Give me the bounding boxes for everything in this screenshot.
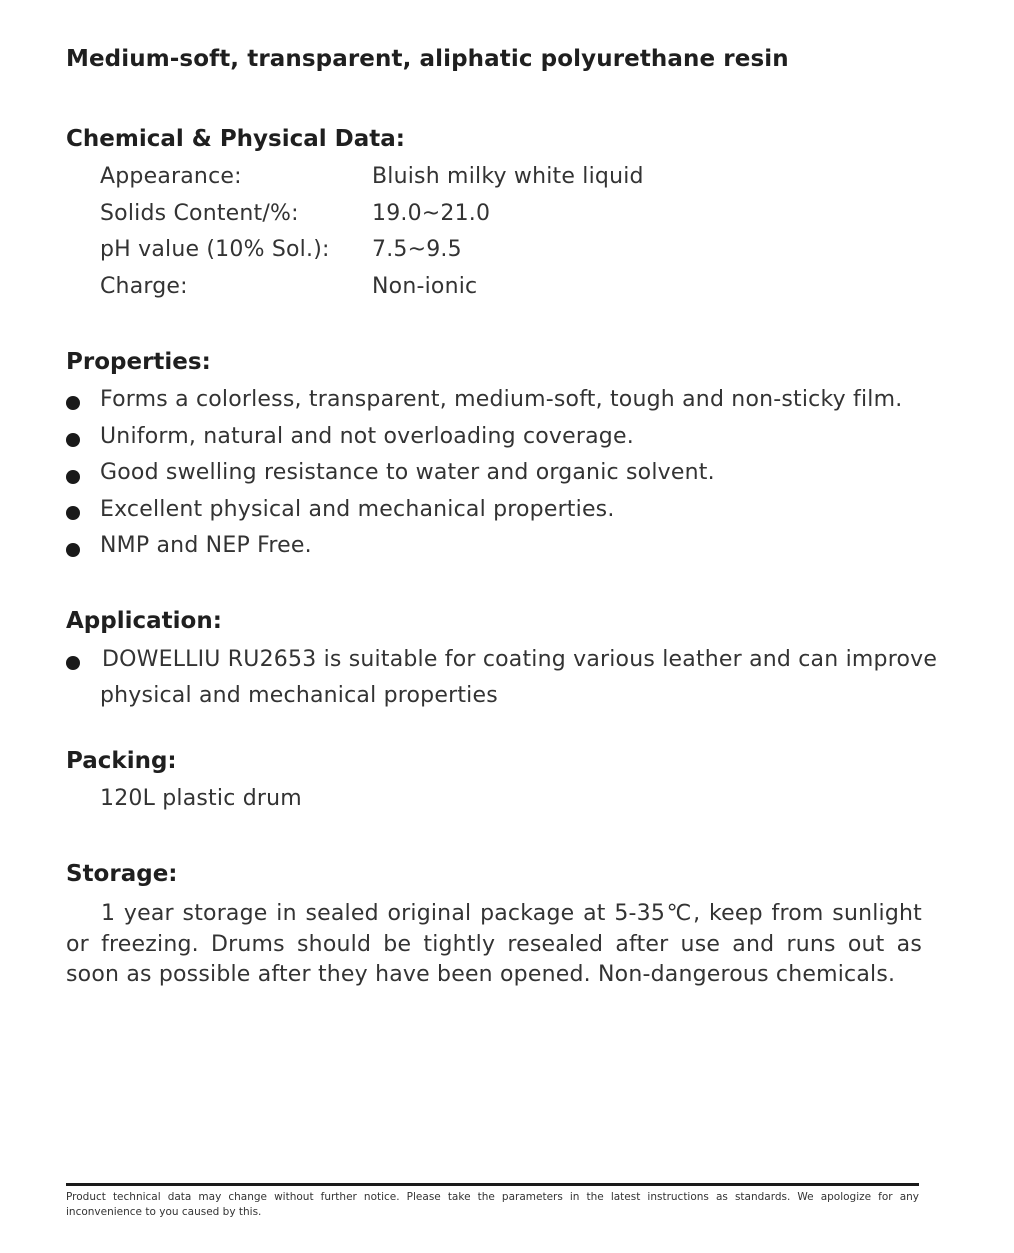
solids-content-value: 19.0~21.0 xyxy=(372,201,491,226)
application-text-line1: DOWELLIU RU2653 is suitable for coating various leather and can improve xyxy=(102,647,938,672)
storage-text: 1 year storage in sealed original package at 5-35℃, keep from sunlight or freezing. Drums should be tightly resealed after use and runs out as soon as possible after they have been opened. Non-dangerous chemicals. xyxy=(66,901,922,987)
property-item: Forms a colorless, transparent, medium-soft, tough and non-sticky film. xyxy=(100,387,903,412)
document-title: Medium-soft, transparent, aliphatic polyurethane resin xyxy=(66,46,789,72)
bullet-icon xyxy=(66,656,80,670)
properties-heading: Properties: xyxy=(66,349,211,375)
charge-label: Charge: xyxy=(100,274,188,299)
packing-text: 120L plastic drum xyxy=(100,786,302,811)
packing-heading: Packing: xyxy=(66,748,177,774)
footnote-disclaimer: Product technical data may change without further notice. Please take the parameters in the latest instructions as standards. We apologize for any inconvenience to you caused by this. xyxy=(66,1191,919,1218)
bullet-icon xyxy=(66,396,80,410)
appearance-label: Appearance: xyxy=(100,164,242,189)
ph-value-label: pH value (10% Sol.): xyxy=(100,237,330,262)
property-item: Uniform, natural and not overloading coverage. xyxy=(100,424,634,449)
bullet-icon xyxy=(66,543,80,557)
ph-value-value: 7.5~9.5 xyxy=(372,237,462,262)
solids-content-label: Solids Content/%: xyxy=(100,201,299,226)
storage-heading: Storage: xyxy=(66,861,178,887)
property-item: NMP and NEP Free. xyxy=(100,533,312,558)
footer-divider xyxy=(66,1183,919,1186)
application-text-line2: physical and mechanical properties xyxy=(100,683,498,708)
chemical-data-heading: Chemical & Physical Data: xyxy=(66,126,405,152)
bullet-icon xyxy=(66,506,80,520)
property-item: Excellent physical and mechanical properties. xyxy=(100,497,615,522)
bullet-icon xyxy=(66,433,80,447)
application-heading: Application: xyxy=(66,608,222,634)
charge-value: Non-ionic xyxy=(372,274,478,299)
bullet-icon xyxy=(66,470,80,484)
property-item: Good swelling resistance to water and organic solvent. xyxy=(100,460,715,485)
appearance-value: Bluish milky white liquid xyxy=(372,164,644,189)
